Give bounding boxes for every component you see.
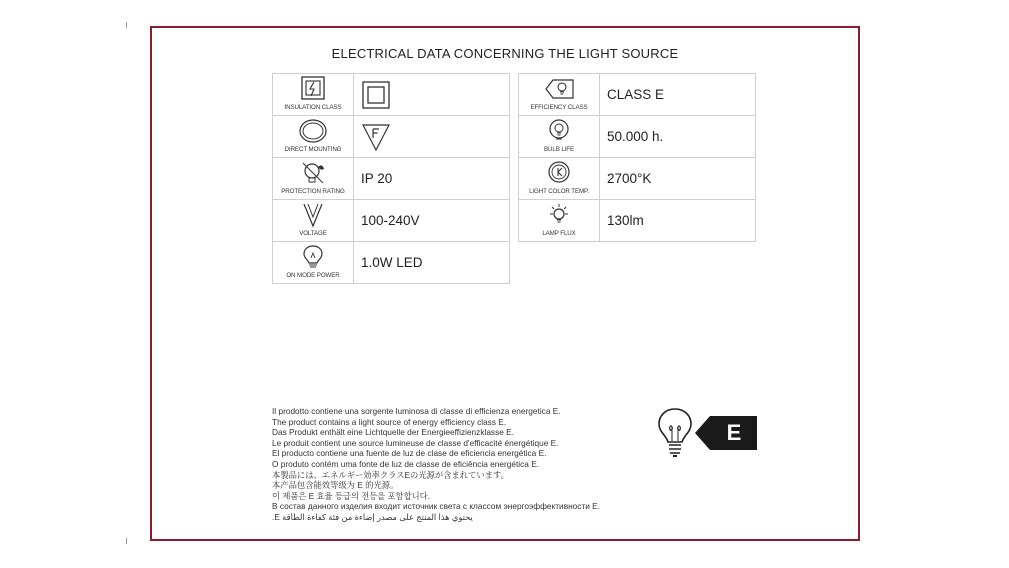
energy-class-letter: E [726, 420, 742, 445]
spec-row-light-color-temp [519, 158, 756, 200]
spec-icon-cell [273, 74, 354, 116]
spec-row-lamp-flux [519, 200, 756, 242]
spec-icon-cell [519, 200, 600, 242]
spec-icon-cell [273, 200, 354, 242]
spec-row-direct-mounting [273, 116, 510, 158]
spec-value-cell: 100-240V [354, 200, 510, 242]
statement-chinese: 本产品包含能效等级为 E 的光源。 [272, 480, 399, 491]
spec-icon-label: INSULATION CLASS [284, 104, 342, 111]
crop-mark-bottom [126, 538, 127, 544]
spec-icon-label: DIRECT MOUNTING [284, 146, 342, 153]
statement-arabic: يحتوي هذا المنتج على مصدر إضاءة من فئة كفاءة الطاقة E. [272, 511, 473, 522]
label-frame [150, 26, 860, 541]
statement-russian: В состав данного изделия входит источник света с классом энергоэффективности E. [272, 501, 601, 512]
crop-mark-top [126, 22, 127, 28]
spec-row-efficiency-class [519, 74, 756, 116]
spec-icon-label: ON MODE POWER [286, 272, 340, 279]
spec-value-cell: CLASS E [600, 74, 756, 116]
direct-mounting-icon [297, 118, 329, 144]
statement-german: Das Produkt enthält eine Lichtquelle der Energieeffizienzklasse E. [272, 427, 514, 438]
spec-icon-cell [519, 116, 600, 158]
bulb-life-icon [543, 118, 575, 144]
spec-value-cell: 50.000 h. [600, 116, 756, 158]
spec-row-on-mode-power [273, 242, 510, 284]
light-color-temp-icon [543, 160, 575, 186]
spec-icon-cell [519, 74, 600, 116]
efficiency-class-icon [543, 76, 575, 102]
spec-icon-label: VOLTAGE [299, 230, 327, 237]
spec-icon-label: EFFICIENCY CLASS [530, 104, 588, 111]
on-mode-power-icon [297, 244, 329, 270]
spec-row-protection-rating [273, 158, 510, 200]
spec-value-cell [354, 116, 510, 158]
protection-rating-icon [297, 160, 329, 186]
spec-row-insulation-class [273, 74, 510, 116]
energy-class-statement [272, 406, 600, 523]
voltage-icon [297, 202, 329, 228]
spec-icon-cell [273, 242, 354, 284]
spec-value-cell: 2700°K [600, 158, 756, 200]
insulation-class-icon [297, 76, 329, 102]
spec-value-cell: IP 20 [354, 158, 510, 200]
statement-italian: Il prodotto contiene una sorgente luminosa di classe di efficienza energetica E. [272, 406, 561, 416]
statement-portuguese: O produto contém uma fonte de luz de classe de eficiência energética E. [272, 458, 540, 469]
label-title: ELECTRICAL DATA CONCERNING THE LIGHT SOURCE [331, 46, 679, 61]
statement-english: The product contains a light source of energy efficiency class E. [272, 416, 507, 427]
f-triangle-icon [361, 123, 391, 151]
spec-icon-cell [519, 158, 600, 200]
spec-row-bulb-life [519, 116, 756, 158]
class-ii-square-icon [361, 81, 391, 109]
electrical-spec-table-left [272, 73, 510, 284]
spec-icon-cell [273, 116, 354, 158]
lamp-flux-icon [543, 202, 575, 228]
statement-korean: 이 제품은 E 효율 등급의 전등을 포함합니다. [272, 490, 430, 501]
spec-row-voltage [273, 200, 510, 242]
spec-icon-label: PROTECTION RATING [281, 188, 345, 195]
spec-icon-cell [273, 158, 354, 200]
spec-value-cell: 130lm [600, 200, 756, 242]
spec-icon-label: BULB LIFE [543, 146, 575, 153]
statement-japanese: 本製品には、エネルギー効率クラスEの光源が含まれています。 [272, 469, 509, 480]
spec-value-cell [354, 74, 510, 116]
spec-icon-label: LIGHT COLOR TEMP. [529, 188, 589, 195]
spec-icon-label: LAMP FLUX [542, 230, 576, 237]
bulb-icon [655, 406, 695, 462]
electrical-spec-table-right [518, 73, 756, 242]
statement-spanish: El producto contiene una fuente de luz de clase de eficiencia energética E. [272, 448, 547, 459]
spec-value-cell: 1.0W LED [354, 242, 510, 284]
statement-french: Le produit contient une source lumineuse de classe d'efficacité énergétique E. [272, 437, 559, 448]
